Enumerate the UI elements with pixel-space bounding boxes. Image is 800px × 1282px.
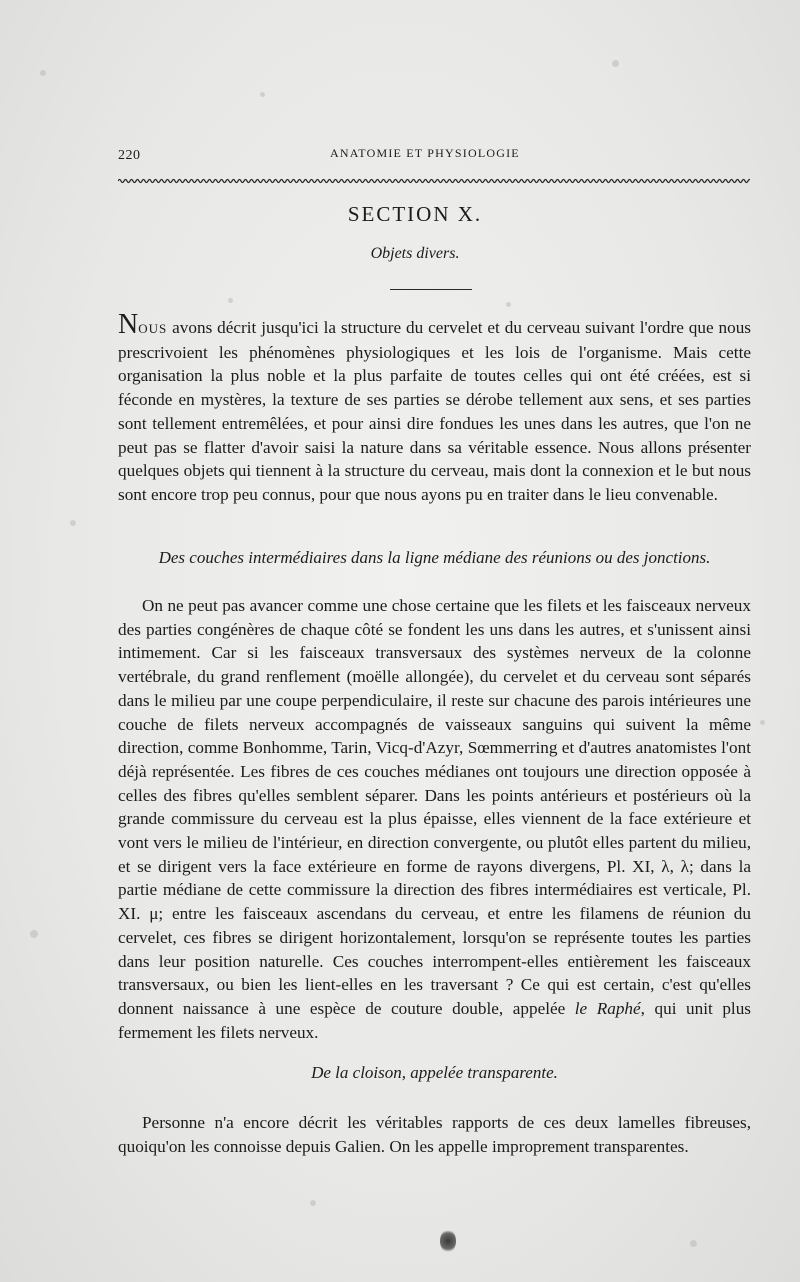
section-title: SECTION X. — [347, 202, 483, 226]
drop-cap: N — [118, 309, 139, 340]
paper-speck — [760, 720, 765, 725]
paper-speck — [612, 60, 619, 67]
paper-speck — [70, 520, 76, 526]
intro-paragraph-text: avons décrit jusqu'ici la structure du cervelet et du cerveau suivant l'ordre que nous prescrivoient les phénomènes physiologiques et les lois de l'organisme. Mais cette organisation la plus noble et la plus parfaite de toutes celles qui ont été créées, est si féconde en mystères, la texture de ses parties se dérobe tellement aux sens, et ses parties sont tellement entremêlées, et pour ainsi dire fondues les unes dans les autres, que l'on ne peut pas se flatter d'avoir saisi la nature dans sa véritable essence. Nous allons présenter quelques objets qui tiennent à la structure du cerveau, mais dont la connexion et le but nous sont encore trop peu connus, pour que nous ayons pu en traiter dans le lieu convenable. — [118, 318, 751, 504]
paper-speck — [690, 1240, 697, 1247]
raphe-term: le Raphé — [574, 998, 641, 1018]
running-head: ANATOMIE ET PHYSIOLOGIE — [330, 146, 520, 160]
intro-paragraph — [118, 309, 751, 507]
septum-paragraph-text: Personne n'a encore décrit les véritables rapports de ces deux lamelles fibreuses, quoiqu'on les connoisse depuis Galien. On les appelle improprement transparentes. — [118, 1113, 751, 1156]
ornamental-wavy-rule — [118, 176, 750, 186]
section-subtitle: Objets divers. — [370, 245, 460, 262]
ink-blot — [440, 1229, 456, 1253]
paragraph-text-end: , qui unit plus fermement les filets nerveux. — [118, 998, 751, 1042]
paper-speck — [310, 1200, 316, 1206]
subheading-septum: De la cloison, appelée transparente. — [311, 1063, 558, 1082]
septum-paragraph — [118, 1111, 751, 1158]
paper-speck — [260, 92, 265, 97]
section-divider — [390, 289, 472, 290]
median-layers-paragraph — [118, 594, 751, 1044]
paragraph-text: On ne peut pas avancer comme une chose certaine que les filets et les faisceaux nerveux des parties congénères de chaque côté se fondent les uns dans les autres, et s'unissent ainsi intimement. Car si les faisceaux transversaux des systèmes nerveux de la colonne vertébrale, du grand renflement (moëlle allongée), du cervelet et du cerveau sont séparés dans le milieu par une coupe perpendiculaire, il reste sur chacune des parois intérieures une couche de filets nerveux accompagnés de vaisseaux sanguins qui suivent la même direction, comme Bonhomme, Tarin, Vicq-d'Azyr, Sœmmerring et d'autres anatomistes l'ont déjà représentée. Les fibres de ces couches médianes ont toujours une direction opposée à celles des fibres qu'elles semblent séparer. Dans les points antérieurs et postérieurs où la grande commissure du cerveau est la plus épaisse, elles viennent de la face extérieure et vont vers le milieu de l'intérieur, en direction convergente, ou plutôt elles partent du milieu, et se dirigent vers la face extérieure en forme de rayons divergens, Pl. XI, λ, λ; dans la partie médiane de cette commissure la direction des fibres intermédiaires est verticale, Pl. XI. μ; entre les faisceaux ascendans du cerveau, et entre les filamens de réunion du cervelet, ces fibres se dirigent horizontalement, lorsqu'on se représente toutes les parties dans leur position naturelle. Ces couches interrompent-elles entièrement les faisceaux transversaux, ou bien les lient-elles en les traversant ? Ce qui est certain, c'est qu'elles donnent naissance à une espèce de couture double, appelée — [118, 596, 751, 1018]
paper-speck — [506, 302, 511, 307]
paper-speck — [30, 930, 38, 938]
small-caps-word: OUS — [138, 321, 168, 336]
page-header — [118, 146, 750, 166]
subheading-median-layers: Des couches intermédiaires dans la ligne médiane des réunions ou des jonctions. — [158, 548, 711, 567]
page-number: 220 — [118, 148, 141, 163]
paper-speck — [40, 70, 46, 76]
paper-speck — [228, 298, 233, 303]
